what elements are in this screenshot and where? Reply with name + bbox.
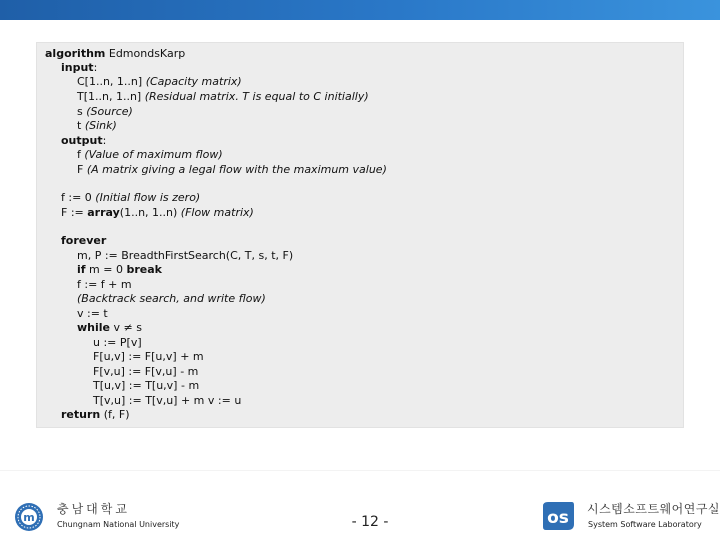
code-line-v-assign: v := t [77,307,108,320]
code-line-init-flow: f := 0 (Initial flow is zero) [61,191,201,204]
code-line-bfs: m, P := BreadthFirstSearch(C, T, s, t, F) [77,249,294,262]
code-line-forever: forever [61,234,107,247]
code-block [36,42,684,428]
code-line-f-vu: F[v,u] := F[v,u] - m [93,365,199,378]
code-line-output: output: [61,134,107,147]
code-line-u-assign: u := P[v] [93,336,142,349]
footer-divider [0,470,720,471]
code-line-t-vu: T[v,u] := T[v,u] + m v := u [93,394,242,407]
university-name-english: Chungnam National University [57,520,180,529]
code-line-source: s (Source) [77,105,133,118]
code-line-input: input: [61,61,98,74]
lab-logo-text: os [547,508,569,528]
code-line-t-uv: T[u,v] := T[u,v] - m [93,379,200,392]
code-line-add-flow: f := f + m [77,278,132,291]
code-line-algorithm: algorithm EdmondsKarp [45,47,186,60]
lab-name-korean: 시스템소프트웨어연구실 [587,502,720,516]
code-line-while: while v ≠ s [77,321,142,334]
code-line-sink: t (Sink) [77,119,117,132]
header-bar [0,0,720,20]
code-line-residual: T[1..n, 1..n] (Residual matrix. T is equal to C initially) [77,90,369,103]
university-logo-text: m [23,511,35,524]
code-line-backtrack-comment: (Backtrack search, and write flow) [77,292,266,305]
code-line-init-array: F := array(1..n, 1..n) (Flow matrix) [61,206,254,219]
code-line-max-flow: f (Value of maximum flow) [77,148,223,161]
code-line-flow-matrix-desc: F (A matrix giving a legal flow with the maximum value) [77,163,387,176]
code-line-return: return (f, F) [61,408,130,421]
lab-logo-icon [540,500,576,532]
code-line-capacity: C[1..n, 1..n] (Capacity matrix) [77,75,242,88]
university-name-korean: 충남대학교 [57,502,130,516]
page-number: - 12 - [351,514,389,530]
code-line-f-uv: F[u,v] := F[u,v] + m [93,350,204,363]
university-logo-icon [14,502,44,532]
lab-name-english: System Software Laboratory [588,520,702,529]
code-line-if-break: if m = 0 break [77,263,162,276]
